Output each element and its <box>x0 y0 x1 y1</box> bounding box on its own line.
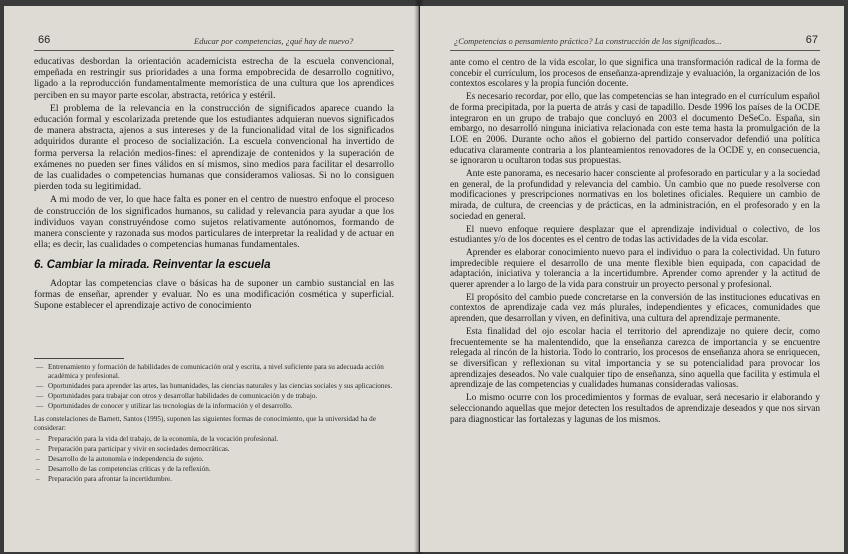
footnote-rule <box>34 358 124 359</box>
footnote-item: — Oportunidades para aprender las artes, las humanidades, las ciencias naturales y las ciencias sociales y sus aplicaciones. <box>48 382 394 391</box>
paragraph: El propósito del cambio puede concretarse en la conversión de las instituciones educativas en contextos de aprendizaje cada vez más plurales, independientes y eficaces, comunidades que aprenden, que desarrollan y viven, en definitiva, una cultura del aprendizaje permanente. <box>450 292 820 325</box>
footnote-intro: Las constelaciones de Barnett, Santos (1995), suponen las siguientes formas de conocimiento, que la universidad ha de considerar: <box>34 415 376 432</box>
paragraph: Lo mismo ocurre con los procedimientos y formas de evaluar, será necesario ir elaborando y seleccionando aquellas que mejor detecten los resultados de aprendizaje deseados y que nos sirvan para diagnosticar las fortalezas y lagunas de los mismos. <box>450 393 820 425</box>
page-number: 66 <box>38 34 51 46</box>
paragraph: Adoptar las competencias clave o básicas ha de suponer un cambio sustancial en las formas de enseñar, aprender y evaluar. No es una modificación cosmética y superficial. Supone establecer el aprendizaje activo de conocimiento <box>34 277 394 312</box>
paragraph: ante como el centro de la vida escolar, lo que significa una transformación radical de la forma de concebir el currículum, los procesos de enseñanza-aprendizaje y evaluación, la organización de los contextos escolares y la propia función docente. <box>450 58 820 90</box>
footnote-item: — Entrenamiento y formación de habilidades de comunicación oral y escrita, a nivel suficiente para su adecuada acción académica y profesional. <box>48 363 394 381</box>
header-rule <box>450 50 820 51</box>
footnotes <box>34 358 394 485</box>
footnote-item: — Oportunidades de conocer y utilizar las tecnologías de la información y el desarrollo. <box>48 402 394 411</box>
footnote-item: – Desarrollo de la autonomía e independencia de sujeto. <box>48 455 394 464</box>
section-title: 6. Cambiar la mirada. Reinventar la escuela <box>34 259 271 272</box>
running-head: ¿Competencias o pensamiento práctico? La construcción de los significados... <box>454 36 722 46</box>
footnote-item: – Preparación para participar y vivir en sociedades democráticas. <box>48 445 394 454</box>
left-page <box>4 6 419 552</box>
paragraph: A mi modo de ver, lo que hace falta es poner en el centro de nuestro enfoque el proceso de construcción de los significados humanos, su calidad y relevancia para ayudar a que los individuos vayan construyéndose como sujetos relativamente autónomos, formando de manera consciente y razonada sus modos particulares de interpretar la realidad y de actuar en ella; es decir, las cualidades o competencias humanas fundamentales. <box>34 194 394 251</box>
paragraph: El problema de la relevancia en la construcción de significados aparece cuando la educación formal y escolarizada pretende que los estudiantes adquieran nuevos significados de manera abstracta, ajenos a sus intereses y de la funcionalidad vital de los significados adquiridos durante el proceso de socialización. La escuela convencional ha invertido de forma perversa la relación medios-fines: el aprendizaje de contenidos y la superación de exámenes no pueden ser fines válidos en sí mismos, sino medios para facilitar el desarrollo de las cualidades o competencias humanas que consideramos valiosas. Si no lo consiguen pierden toda su legitimidad. <box>34 102 394 193</box>
footnote-sublist <box>34 435 394 484</box>
paragraph: Ante este panorama, es necesario hacer consciente al profesorado en particular y a la sociedad en general, de la profundidad y relevancia del cambio. Un cambio que no puede resolverse con modificaciones y prescripciones normativas en los boletines oficiales. Requiere un cambio de mirada, de cultura, de creencias y de prácticas, en la administración, en el profesorado y en la sociedad en general. <box>450 169 820 222</box>
footnote-item: – Desarrollo de las competencias críticas y de la reflexión. <box>48 465 394 474</box>
footnote-item: – Preparación para afrontar la incertidumbre. <box>48 475 394 484</box>
right-page <box>420 6 844 552</box>
paragraph: Aprender es elaborar conocimiento nuevo para el individuo o para la colectividad. Un futuro impredecible requiere el desarrollo de una mente flexible bien equipada, con capacidad de adaptación, iniciativa y tolerancia a la incertidumbre. Aprender como aprender y la actitud de querer aprender a lo largo de la vida para construir un proyecto personal y profesional. <box>450 247 820 291</box>
body-text <box>34 56 394 313</box>
paragraph: educativas desbordan la orientación academicista estrecha de la escuela convencional, empeñada en restringir sus prioridades a una forma empobrecida de desarrollo cognitivo, ligado a la reproducción fundamentalmente memorística de una cultura que los aprendices perciben en su mayor parte escolar, abstracta, retórica y estéril. <box>34 56 394 101</box>
page-number: 67 <box>805 34 818 46</box>
footnote-list <box>34 363 394 411</box>
running-head: Educar por competencias, ¿qué hay de nuevo? <box>194 36 354 46</box>
footnote-item: — Oportunidades para trabajar con otros y desarrollar habilidades de comunicación y de trabajo. <box>48 392 394 401</box>
body-text <box>450 58 820 427</box>
header-rule <box>34 50 394 51</box>
paragraph: El nuevo enfoque requiere desplazar que el aprendizaje individual o colectivo, de los estudiantes y/o de los docentes es el centro de todas las actividades de la vida escolar. <box>450 224 820 246</box>
paragraph: Es necesario recordar, por ello, que las competencias se han integrado en el currículum español de forma precipitada, por la puerta de atrás y casi de tapadillo. Desde 1996 los países de la OCDE integraron en un grupo de trabajo que concluyó en 2003 el documento DeSeCo. España, sin embargo, no desarrolló ninguna iniciativa relacionada con este tema hasta la promulgación de la LOE en 2006. Durante ocho años el gobierno del partido conservador defendió una política educativa claramente contraria a los planteamientos renovadores de la OCDE y, en consecuencia, se ignoraron u ocultaron todas sus propuestas. <box>450 92 820 167</box>
footnote-item: – Preparación para la vida del trabajo, de la economía, de la vocación profesional. <box>48 435 394 444</box>
paragraph: Esta finalidad del ojo escolar hacia el territorio del aprendizaje no quiere decir, como frecuentemente se ha malentendido, que la enseñanza carezca de importancia y se encuentre relegada al rincón de la historia. Todo lo contrario, los procesos de enseñanza ahora se enriquecen, se diversifican y reflexionan su vital importancia y se su potencialidad para provocar los aprendizajes deseados. No vale cualquier tipo de enseñanza, sino aquella que facilita y estimula el aprendizaje de las competencias y cualidades humanas consideradas valiosas. <box>450 326 820 391</box>
